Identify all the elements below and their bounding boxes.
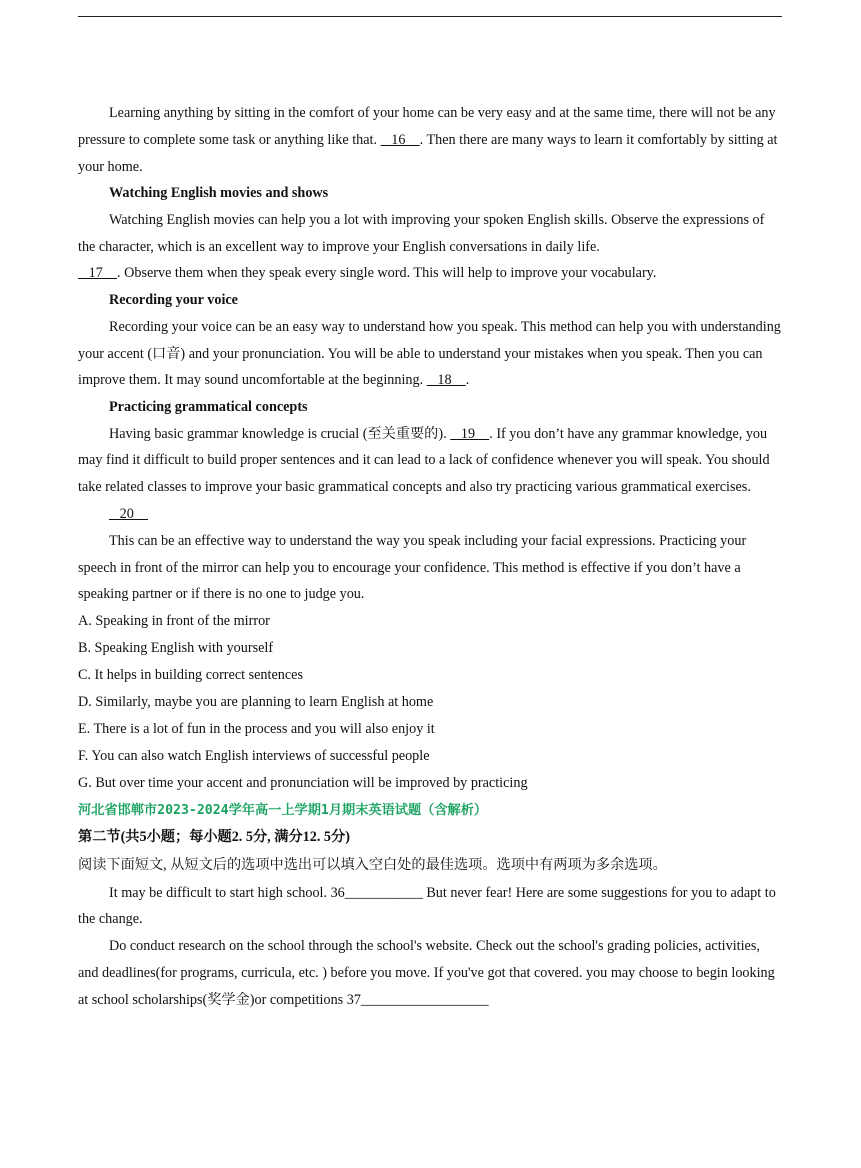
option-f: F. You can also watch English interviews of successful people [78,747,430,764]
section-title: 第二节(共5小题；每小题2. 5分, 满分12. 5分) [78,828,350,845]
blank-16: 16 [380,131,420,148]
text: Learning anything by sitting in the comfort of your home can be very easy and at the same time, there will not be any pressure to complete some task or anything like that. [78,105,776,148]
option-e: E. There is a lot of fun in the process and you will also enjoy it [78,720,435,737]
blank-19: 19 [450,425,490,442]
blank-18: 18 [426,372,466,389]
paragraph-4 [78,421,782,501]
text: . [465,372,470,389]
text: Recording your voice can be an easy way to understand how you speak. This method can help you with understanding your accent (口音) and your pronunciation. You will be able to understand your mistakes when you speak. Then you can improve them. It may sound uncomfortable at the beginning. [78,318,781,389]
text: . If you don’t have any grammar knowledge, you may find it difficult to build proper sentences and it can lead to a lack of confidence whenever you will speak. You should take related classes to improve your basic grammatical concepts and also try practicing various grammatical exercises. [78,425,770,496]
option-d: D. Similarly, maybe you are planning to learn English at home [78,693,434,710]
subheading-movies: Watching English movies and shows [109,185,329,202]
subheading-recording: Recording your voice [109,292,238,309]
passage2-paragraph-2: Do conduct research on the school through the school's website. Check out the school's grading policies, activities, and deadlines(for programs, curricula, etc. ) before you move. If you've got that covered. you may choose to begin looking at school scholarships(奖学金)or competitions 37__________________ [78,938,775,1008]
source-title: 河北省邯郸市2023-2024学年高一上学期1月期末英语试题（含解析） [78,802,488,818]
subheading-grammar: Practicing grammatical concepts [109,399,308,416]
subheading-blank-20 [78,501,782,528]
paragraph-3 [78,314,782,394]
options-list [78,608,782,796]
blank-20: 20 [109,506,149,523]
option-a: A. Speaking in front of the mirror [78,613,270,630]
text: . Then there are many ways to learn it comfortably by sitting at your home. [78,131,778,175]
paragraph-1 [78,100,782,180]
header-rule [78,16,782,17]
document-body [78,100,782,1014]
paragraph-2 [78,207,782,287]
paragraph-5: This can be an effective way to understand the way you speak including your facial expressions. Practicing your speech in front of the mirror can help you to encourage your confidence. This method is effective if you don’t have a speaking partner or if there is no one to judge you. [78,532,747,603]
text: . Observe them when they speak every single word. This will help to improve your vocabulary. [117,265,657,282]
text: Having basic grammar knowledge is crucial (至关重要的). [109,425,451,442]
option-g: G. But over time your accent and pronunciation will be improved by practicing [78,774,528,791]
option-b: B. Speaking English with yourself [78,640,274,657]
text: Watching English movies can help you a lot with improving your spoken English skills. Observe the expressions of the character, which is an excellent way to improve your English conversations in daily life. [78,211,765,255]
blank-17: 17 [78,265,118,282]
option-c: C. It helps in building correct sentences [78,667,303,684]
directions: 阅读下面短文, 从短文后的选项中选出可以填入空白处的最佳选项。选项中有两项为多余选项。 [78,856,667,873]
passage2-paragraph-1: It may be difficult to start high school. 36___________ But never fear! Here are some suggestions for you to adapt to the change. [78,884,776,928]
